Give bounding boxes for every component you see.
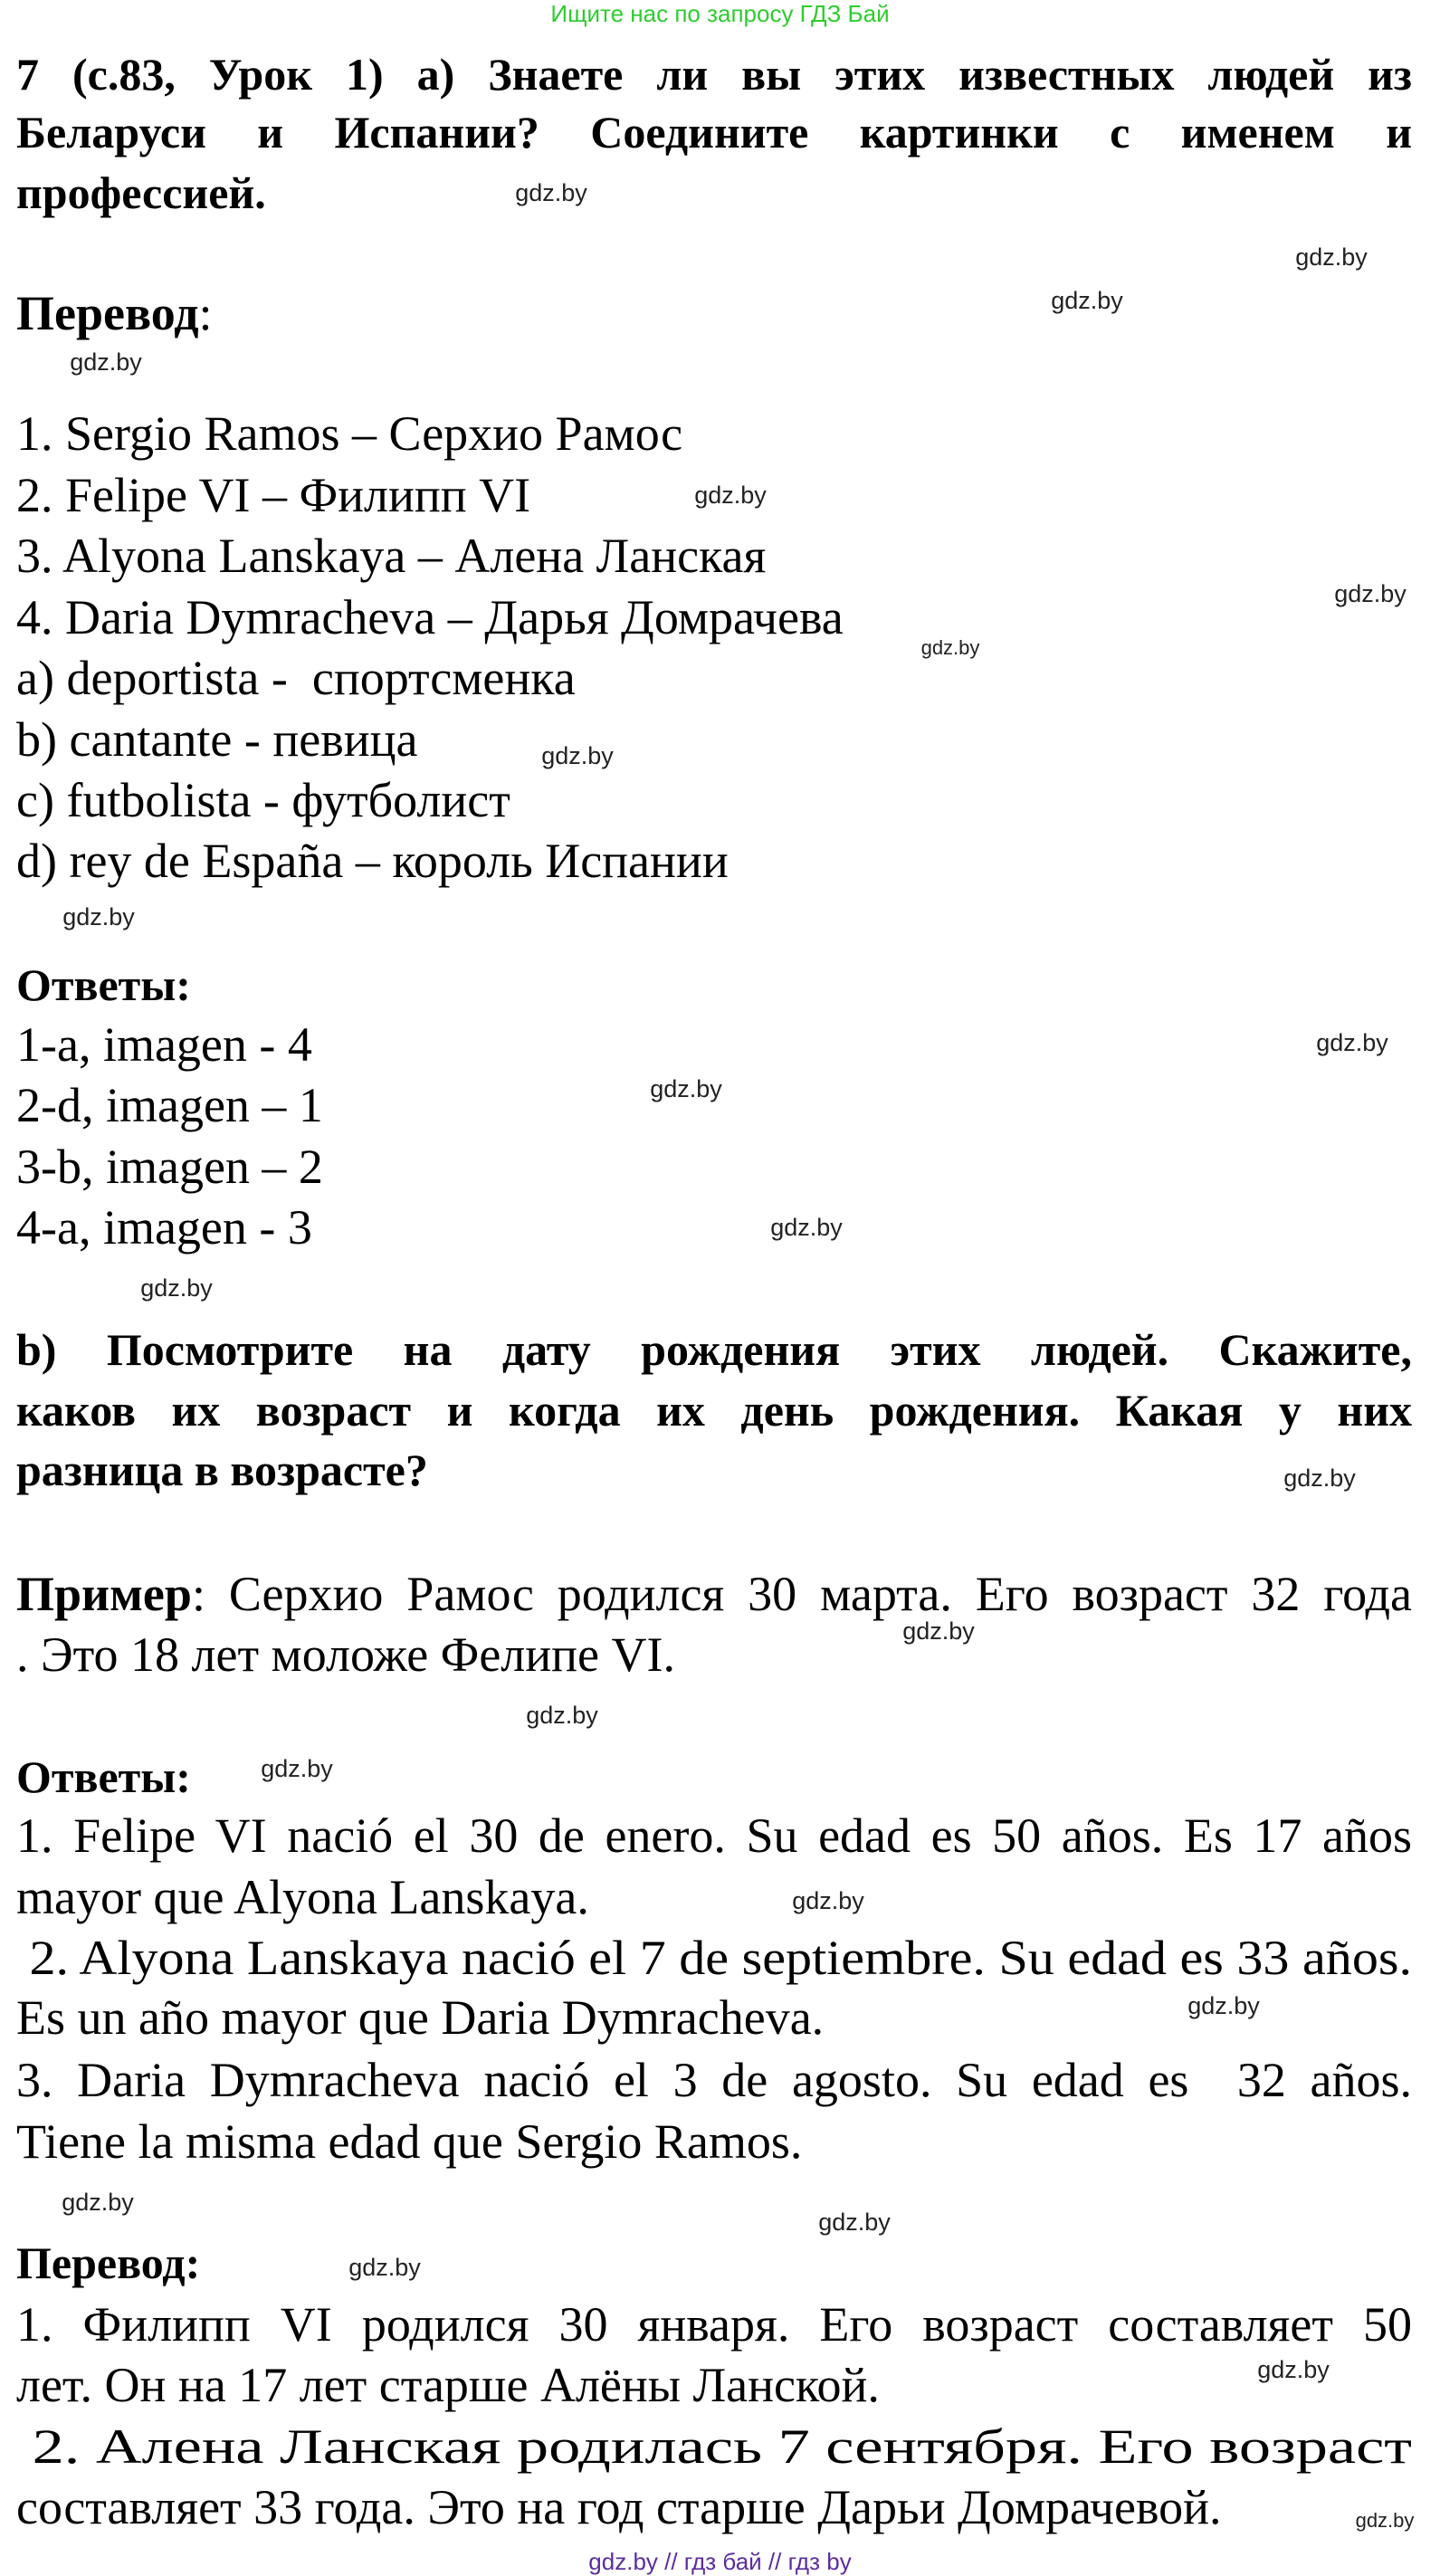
line-text: Es un año mayor que Daria Dymracheva. (16, 1990, 825, 2045)
line-content (16, 1747, 191, 1807)
line-content (16, 526, 766, 586)
line-label: Пример (16, 1567, 192, 1621)
watermark-text: gdz.by (1283, 1465, 1356, 1492)
line-text: Беларуси и Испании? Соедините картинки с именем и (16, 107, 1412, 157)
text-line (16, 1625, 1412, 1684)
text-line (16, 587, 1412, 647)
line-text: . Это 18 лет моложе Фелипе VI. (16, 1627, 675, 1682)
line-content (16, 2355, 880, 2415)
line-text: mayor que Alyona Lanskaya. (16, 1870, 589, 1924)
text-line (16, 44, 1412, 104)
line-text: : Серхио Рамос родился 30 марта. Его возраст 32 года (191, 1567, 1412, 1621)
line-text: 3. Alyona Lanskaya – Алена Ланская (16, 529, 767, 583)
line-content (16, 102, 1412, 162)
line-content (16, 2050, 1412, 2110)
line-content (16, 648, 576, 708)
line-text: каков их возраст и когда их день рождения. Какая у них (16, 1385, 1412, 1436)
text-line (16, 831, 1412, 891)
watermark-text: gdz.by (348, 2254, 421, 2281)
line-label: Перевод (16, 286, 199, 340)
watermark-text: gdz.by (920, 636, 980, 659)
watermark-text: gdz.by (1295, 243, 1368, 271)
text-line (16, 1928, 1412, 1988)
line-text: 2. Алена Ланская родилась 7 сентября. Его возраст (16, 2419, 1412, 2474)
text-line (16, 404, 1412, 463)
line-content (16, 2233, 200, 2293)
watermark-text: gdz.by (140, 1274, 213, 1302)
line-content (16, 2295, 1412, 2354)
watermark-text: gdz.by (261, 1755, 333, 1782)
text-line (16, 2233, 1412, 2293)
text-line (16, 2355, 1412, 2415)
text-line (16, 2050, 1412, 2110)
line-text: составляет 33 года. Это на год старше Дарьи Домрачевой. (16, 2480, 1222, 2534)
text-line (16, 102, 1412, 162)
text-line (16, 1564, 1412, 1624)
line-content (16, 1137, 323, 1197)
line-content (16, 587, 844, 647)
line-content (16, 465, 530, 525)
line-text: разница в возрасте? (16, 1445, 428, 1495)
watermark-text: gdz.by (1187, 1992, 1260, 2019)
line-text: 1. Филипп VI родился 30 января. Его возраст составляет 50 (16, 2297, 1412, 2352)
line-text: a) deportista - спортсменка (16, 651, 576, 705)
line-content (16, 770, 510, 830)
text-line (16, 710, 1412, 769)
line-text: 1. Felipe VI nació el 30 de enero. Su edad es 50 años. Es 17 años (16, 1808, 1412, 1863)
line-content (16, 404, 682, 463)
text-line (16, 2295, 1412, 2354)
watermark-text: gdz.by (818, 2209, 891, 2236)
text-line (16, 1440, 1412, 1500)
line-content (16, 831, 729, 891)
watermark-text: gdz.by (1257, 2356, 1330, 2383)
text-line (16, 163, 1412, 223)
text-line (16, 1320, 1412, 1379)
text-line (16, 283, 1412, 343)
line-content (16, 1806, 1412, 1865)
line-text: 3-b, imagen – 2 (16, 1140, 323, 1194)
line-text: 3. Daria Dymracheva nació el 3 de agosto. Su edad es 32 años. (16, 2053, 1412, 2107)
line-content (16, 1867, 589, 1927)
line-content (16, 1320, 1412, 1379)
line-content (16, 955, 191, 1015)
text-line (16, 1197, 1412, 1257)
line-content (16, 1988, 824, 2047)
line-content (16, 1440, 428, 1500)
line-content (16, 1075, 323, 1135)
watermark-text: gdz.by (694, 482, 767, 509)
line-text: Ответы: (16, 959, 191, 1010)
line-text: c) futbolista - футболист (16, 773, 510, 827)
line-content (16, 710, 417, 769)
text-line (16, 526, 1412, 586)
line-text: b) cantante - певица (16, 712, 418, 767)
text-line (16, 2112, 1412, 2171)
watermark-text: gdz.by (1355, 2509, 1415, 2532)
footer-links[interactable]: gdz.by // гдз бай // гдз by (588, 2548, 852, 2575)
watermark-text: gdz.by (541, 742, 614, 769)
line-text: : (198, 286, 213, 340)
watermark-text: gdz.by (62, 2189, 134, 2216)
watermark-text: gdz.by (1316, 1029, 1388, 1056)
watermark-text: gdz.by (902, 1617, 975, 1645)
line-text: 1-a, imagen - 4 (16, 1017, 312, 1072)
text-line (16, 2477, 1412, 2537)
line-content (16, 2112, 802, 2171)
text-line (16, 1015, 1412, 1074)
line-content (16, 44, 1412, 104)
watermark-text: gdz.by (650, 1075, 722, 1102)
line-text: 4-a, imagen - 3 (16, 1200, 312, 1255)
line-text: Перевод: (16, 2237, 201, 2288)
line-content (16, 1625, 675, 1684)
text-line (16, 955, 1412, 1015)
text-line (16, 648, 1412, 708)
line-content (16, 1015, 312, 1074)
line-text: 7 (с.83, Урок 1) a) Знаете ли вы этих известных людей из (16, 49, 1412, 100)
watermark-text: gdz.by (770, 1214, 843, 1241)
watermark-text: gdz.by (1051, 287, 1123, 314)
text-line (16, 770, 1412, 830)
line-text: Ответы: (16, 1751, 191, 1802)
line-content (16, 163, 266, 223)
line-text: 2. Alyona Lanskaya nació el 7 de septiembre. Su edad es 33 años. (16, 1931, 1413, 1985)
line-content (16, 2477, 1221, 2537)
line-content (16, 283, 213, 343)
text-line (16, 1867, 1412, 1927)
line-text: 2-d, imagen – 1 (16, 1078, 323, 1132)
line-content (16, 2417, 1412, 2476)
text-line (16, 1806, 1412, 1865)
line-content (16, 1197, 312, 1257)
line-text: d) rey de España – король Испании (16, 834, 729, 888)
watermark-text: gdz.by (1334, 580, 1407, 607)
search-hint-banner: Ищите нас по запросу ГДЗ Бай (550, 0, 890, 27)
line-text: 1. Sergio Ramos – Серхио Рамос (16, 406, 683, 461)
watermark-text: gdz.by (62, 903, 135, 930)
line-text: лет. Он на 17 лет старше Алёны Ланской. (16, 2358, 880, 2412)
line-text: Tiene la misma edad que Sergio Ramos. (16, 2114, 803, 2169)
watermark-text: gdz.by (792, 1887, 864, 1914)
line-text: 2. Felipe VI – Филипп VI (16, 468, 531, 522)
watermark-text: gdz.by (526, 1702, 598, 1729)
line-text: 4. Daria Dymracheva – Дарья Домрачева (16, 590, 844, 644)
watermark-text: gdz.by (515, 179, 587, 206)
text-line (16, 1137, 1412, 1197)
text-line (16, 1380, 1412, 1440)
watermark-text: gdz.by (70, 348, 142, 376)
text-line (16, 2417, 1412, 2476)
line-content (16, 1380, 1412, 1440)
line-content (16, 1564, 1412, 1624)
line-text: b) Посмотрите на дату рождения этих людей. Скажите, (16, 1324, 1412, 1375)
text-line (16, 1747, 1412, 1807)
line-content (16, 1928, 1412, 1988)
line-text: профессией. (16, 167, 266, 218)
